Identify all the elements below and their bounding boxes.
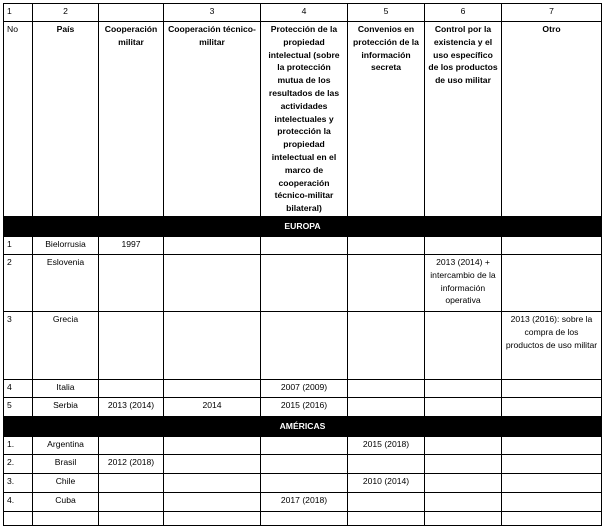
table-row	[4, 473, 602, 492]
table-cell	[425, 473, 502, 492]
column-number: 1	[4, 4, 33, 22]
table-row	[4, 397, 602, 416]
table-cell	[425, 311, 502, 379]
table-cell: 2013 (2014)	[99, 397, 164, 416]
table-cell: 2015 (2018)	[348, 436, 425, 454]
table-cell	[425, 379, 502, 397]
table-cell	[164, 436, 261, 454]
table-cell: 2007 (2009)	[261, 379, 348, 397]
table-cell	[502, 492, 602, 511]
table-cell	[261, 473, 348, 492]
section-row-americas	[4, 416, 602, 436]
row-number: 2.	[4, 454, 33, 473]
table-cell	[261, 236, 348, 254]
table-cell	[99, 511, 164, 525]
table-cell	[261, 511, 348, 525]
country-cell: Serbia	[33, 397, 99, 416]
column-number: 2	[33, 4, 99, 22]
row-number: 3	[4, 311, 33, 379]
table-cell	[502, 473, 602, 492]
row-number: 2	[4, 254, 33, 311]
section-title: AMÉRICAS	[4, 416, 602, 436]
row-number: 1	[4, 236, 33, 254]
table-cell	[425, 454, 502, 473]
table-row	[4, 236, 602, 254]
table-cell: 2013 (2016): sobre la compra de los productos de uso militar	[502, 311, 602, 379]
table-cell	[502, 436, 602, 454]
table-cell	[502, 236, 602, 254]
column-number: 4	[261, 4, 348, 22]
table-row	[4, 436, 602, 454]
table-cell: 2014	[164, 397, 261, 416]
table-cell	[348, 454, 425, 473]
table-cell	[164, 473, 261, 492]
table-cell: 2013 (2014) + intercambio de la información operativa	[425, 254, 502, 311]
header-row	[4, 22, 602, 217]
header-country: País	[33, 22, 99, 217]
table-row	[4, 379, 602, 397]
table-row	[4, 254, 602, 311]
header-military-products-control: Control por la existencia y el uso específico de los productos de uso militar	[425, 22, 502, 217]
table-cell	[502, 254, 602, 311]
table-cell	[425, 397, 502, 416]
table-cell	[348, 511, 425, 525]
table-row	[4, 454, 602, 473]
column-number	[99, 4, 164, 22]
table-cell	[164, 236, 261, 254]
table-row	[4, 311, 602, 379]
row-number: 4.	[4, 492, 33, 511]
header-military-cooperation: Cooperación militar	[99, 22, 164, 217]
table-cell	[99, 436, 164, 454]
table-cell	[261, 311, 348, 379]
section-title: EUROPA	[4, 216, 602, 236]
table-cell	[99, 311, 164, 379]
table-cell	[425, 511, 502, 525]
header-other: Otro	[502, 22, 602, 217]
header-intellectual-property: Protección de la propiedad intelectual (sobre la protección mutua de los resultados de las actividades intelectuales y protección la propiedad intelectual en el marco de cooperación técnico-militar bilateral)	[261, 22, 348, 217]
table-cell: 2010 (2014)	[348, 473, 425, 492]
country-cell: Eslovenia	[33, 254, 99, 311]
table-cell: 2015 (2016)	[261, 397, 348, 416]
country-cell: Brasil	[33, 454, 99, 473]
country-cell: Grecia	[33, 311, 99, 379]
row-number: 1.	[4, 436, 33, 454]
row-number: 3.	[4, 473, 33, 492]
table-cell: 1997	[99, 236, 164, 254]
table-cell	[99, 254, 164, 311]
column-number-row	[4, 4, 602, 22]
table-cell	[348, 236, 425, 254]
table-cell	[99, 379, 164, 397]
table-cell	[99, 492, 164, 511]
column-number: 7	[502, 4, 602, 22]
table-cell	[425, 236, 502, 254]
table-cell	[348, 379, 425, 397]
header-secret-information: Convenios en protección de la información secreta	[348, 22, 425, 217]
table-cell	[164, 492, 261, 511]
table-cell	[99, 473, 164, 492]
table-cell	[261, 436, 348, 454]
table-row	[4, 511, 602, 525]
table-row	[4, 492, 602, 511]
column-number: 5	[348, 4, 425, 22]
country-cell: Argentina	[33, 436, 99, 454]
table-cell	[261, 454, 348, 473]
table-cell	[164, 311, 261, 379]
table-cell	[164, 511, 261, 525]
table-cell	[502, 379, 602, 397]
table-cell	[348, 397, 425, 416]
row-number	[4, 511, 33, 525]
country-cell: Cuba	[33, 492, 99, 511]
country-cell: Bielorrusia	[33, 236, 99, 254]
agreements-table	[3, 3, 602, 526]
table-cell: 2017 (2018)	[261, 492, 348, 511]
row-number: 4	[4, 379, 33, 397]
table-cell	[348, 311, 425, 379]
column-number: 6	[425, 4, 502, 22]
country-cell: Italia	[33, 379, 99, 397]
table-cell	[425, 436, 502, 454]
table-cell	[502, 454, 602, 473]
column-number: 3	[164, 4, 261, 22]
table-cell	[502, 397, 602, 416]
table-cell: 2012 (2018)	[99, 454, 164, 473]
table-cell	[261, 254, 348, 311]
table-cell	[348, 492, 425, 511]
table-cell	[425, 492, 502, 511]
table-cell	[164, 454, 261, 473]
header-no: No	[4, 22, 33, 217]
table-cell	[348, 254, 425, 311]
section-row-europa	[4, 216, 602, 236]
table-cell	[502, 511, 602, 525]
table-cell	[164, 254, 261, 311]
table-cell	[164, 379, 261, 397]
header-technical-military-cooperation: Cooperación técnico-militar	[164, 22, 261, 217]
country-cell: Chile	[33, 473, 99, 492]
country-cell	[33, 511, 99, 525]
row-number: 5	[4, 397, 33, 416]
